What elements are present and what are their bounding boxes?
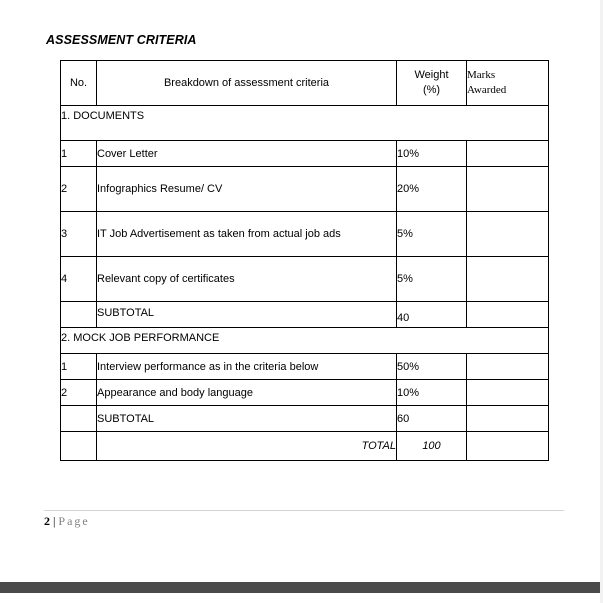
- header-marks-line1: Marks: [467, 69, 496, 81]
- row-no: 2: [61, 167, 97, 212]
- subtotal-label: SUBTOTAL: [97, 406, 397, 432]
- header-row: [61, 61, 549, 106]
- row-criterion: Infographics Resume/ CV: [97, 167, 397, 212]
- total-row: [61, 432, 549, 461]
- table-row: [61, 167, 549, 212]
- table-row: [61, 354, 549, 380]
- row-no: 4: [61, 257, 97, 302]
- row-criterion: Cover Letter: [97, 141, 397, 167]
- section-title-mock-job: 2. MOCK JOB PERFORMANCE: [61, 328, 549, 354]
- row-weight: 5%: [397, 257, 467, 302]
- assessment-criteria-table: [60, 60, 549, 461]
- row-weight: 10%: [397, 380, 467, 406]
- header-breakdown: Breakdown of assessment criteria: [97, 61, 397, 106]
- footer-divider: [44, 510, 564, 511]
- page-footer: [44, 514, 90, 529]
- header-marks-line2: Awarded: [467, 84, 507, 96]
- header-weight-line1: Weight: [414, 69, 449, 81]
- row-no: 1: [61, 141, 97, 167]
- table-row: [61, 212, 549, 257]
- total-no-cell: [61, 432, 97, 461]
- row-marks[interactable]: [467, 257, 549, 302]
- header-marks: [467, 61, 549, 106]
- subtotal-row: [61, 406, 549, 432]
- row-no: 1: [61, 354, 97, 380]
- subtotal-value: 40: [397, 302, 467, 328]
- subtotal-no-cell: [61, 406, 97, 432]
- row-no: 3: [61, 212, 97, 257]
- row-marks[interactable]: [467, 167, 549, 212]
- row-weight: 50%: [397, 354, 467, 380]
- total-marks[interactable]: [467, 432, 549, 461]
- subtotal-marks[interactable]: [467, 302, 549, 328]
- page-separator: |: [50, 514, 59, 528]
- viewer-bottom-bar: [0, 582, 603, 593]
- page-heading: ASSESSMENT CRITERIA: [46, 33, 197, 47]
- section-row-mock-job: [61, 328, 549, 354]
- subtotal-no-cell: [61, 302, 97, 328]
- row-criterion: Relevant copy of certificates: [97, 257, 397, 302]
- total-label: TOTAL: [97, 432, 397, 461]
- row-weight: 5%: [397, 212, 467, 257]
- header-no: No.: [61, 61, 97, 106]
- section-row-documents: [61, 106, 549, 141]
- row-marks[interactable]: [467, 380, 549, 406]
- subtotal-row: [61, 302, 549, 328]
- row-criterion: Interview performance as in the criteria below: [97, 354, 397, 380]
- page-number: 2: [44, 514, 50, 528]
- row-no: 2: [61, 380, 97, 406]
- subtotal-marks[interactable]: [467, 406, 549, 432]
- row-marks[interactable]: [467, 212, 549, 257]
- header-weight-line2: (%): [422, 84, 441, 96]
- row-marks[interactable]: [467, 141, 549, 167]
- row-criterion: IT Job Advertisement as taken from actual job ads: [97, 212, 397, 257]
- table-row: [61, 380, 549, 406]
- row-marks[interactable]: [467, 354, 549, 380]
- total-value: 100: [397, 432, 467, 461]
- subtotal-value: 60: [397, 406, 467, 432]
- header-weight: [397, 61, 467, 106]
- section-title-documents: 1. DOCUMENTS: [61, 106, 549, 141]
- row-criterion: Appearance and body language: [97, 380, 397, 406]
- subtotal-label: SUBTOTAL: [97, 302, 397, 328]
- table-row: [61, 257, 549, 302]
- row-weight: 20%: [397, 167, 467, 212]
- row-weight: 10%: [397, 141, 467, 167]
- page-word: Page: [58, 514, 90, 528]
- table-row: [61, 141, 549, 167]
